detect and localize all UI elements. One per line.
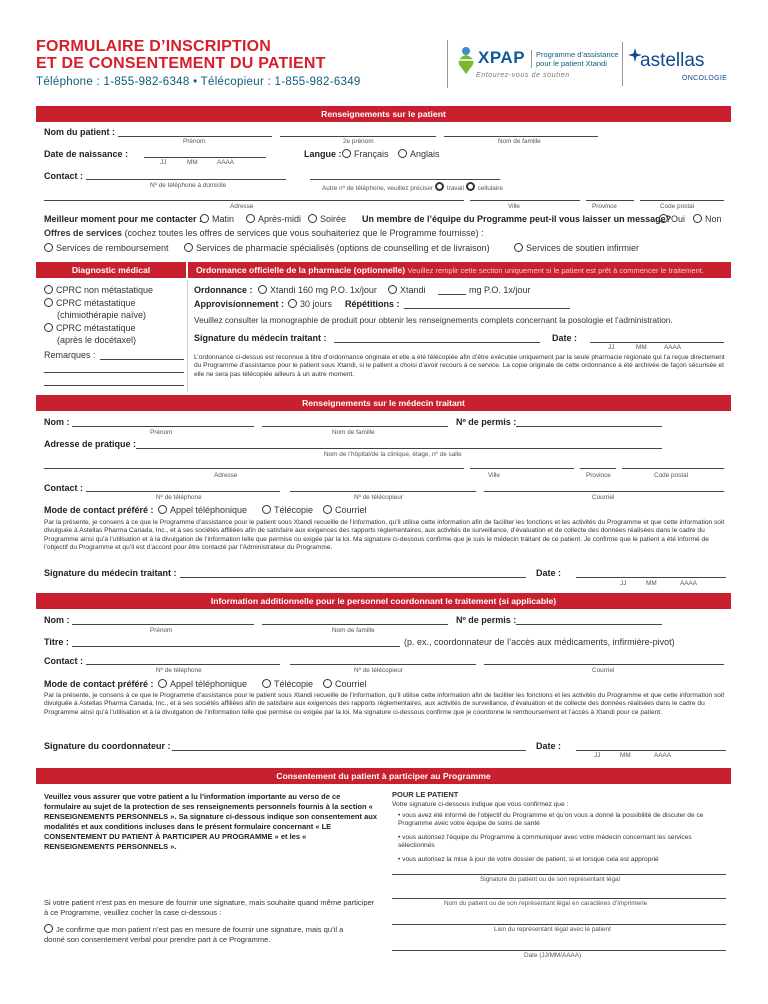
middle-name-caption: 2e prénom: [343, 138, 374, 145]
coordinator-mode-email-radio[interactable]: Courriel: [323, 679, 367, 689]
diagnostic-divider: [187, 280, 188, 392]
logo-divider: [447, 40, 448, 88]
patient-printed-name-field[interactable]: [392, 898, 726, 899]
coordinator-first-name-field[interactable]: [72, 624, 254, 625]
xpap-subtitle: [531, 50, 619, 68]
radio-icon: [398, 149, 407, 158]
diag-opt2-sub: (chimiothérapie naïve): [57, 310, 147, 320]
coordinator-date-label: Date :: [536, 741, 562, 751]
prescriber-signature-field[interactable]: [334, 342, 540, 343]
radio-icon: [262, 679, 271, 688]
consent-date-caption: Date (JJ/MM/AAAA): [524, 952, 582, 959]
fax-caption: Nº de télécopieur: [354, 667, 403, 674]
coordinator-email-field[interactable]: [484, 664, 724, 665]
radio-icon: [44, 285, 53, 294]
cellulaire-radio-icon[interactable]: [466, 182, 475, 191]
physician-mode-email-radio[interactable]: Courriel: [323, 505, 367, 515]
radio-icon: [200, 214, 209, 223]
home-phone-caption: Nº de téléphone à domicile: [150, 182, 227, 189]
title-line-1: FORMULAIRE D’INSCRIPTION: [36, 38, 272, 55]
physician-first-name-field[interactable]: [72, 426, 254, 427]
patient-signature-caption: Signature du patient ou de son représentant légal: [480, 876, 620, 883]
coordinator-contact-label: Contact :: [44, 656, 83, 666]
address-caption: Adresse: [214, 472, 238, 479]
physician-province-field[interactable]: [580, 468, 616, 469]
service-nursing-checkbox[interactable]: Services de soutien infirmier: [514, 243, 639, 253]
prescription-date-label: Date :: [552, 333, 578, 343]
xtandi-160-radio[interactable]: Xtandi 160 mg P.O. 1x/jour: [258, 285, 377, 295]
coordinator-license-field[interactable]: [516, 624, 662, 625]
city-caption: Ville: [508, 203, 520, 210]
consent-section-bar: Consentement du patient à participer au Programme: [36, 768, 731, 784]
physician-mode-phone-radio[interactable]: Appel téléphonique: [158, 505, 247, 515]
service-pharmacy-checkbox[interactable]: Services de pharmacie spécialisés (options de counselling et de livraison): [184, 243, 490, 253]
message-question: Un membre de l’équipe du Programme peut-il vous laisser un message?: [362, 214, 672, 224]
fr-label: Français: [354, 149, 389, 159]
radio-icon: [323, 505, 332, 514]
radio-icon: [158, 679, 167, 688]
prescription-date-field[interactable]: [590, 342, 724, 343]
services-note: (cochez toutes les offres de services que vous souhaiteriez que le Programme fournisse) :: [124, 228, 484, 238]
mm-caption: MM: [187, 159, 198, 166]
oncologie-label: ONCOLOGIE: [682, 75, 728, 82]
xtandi-custom-radio[interactable]: Xtandi: [388, 285, 426, 295]
coordinator-section-bar: Information additionnelle pour le personnel coordonnant le traitement (si applicable): [36, 593, 731, 609]
aaaa-caption: AAAA: [680, 580, 698, 587]
services-header: [44, 228, 484, 238]
physician-email-field[interactable]: [484, 491, 724, 492]
patient-first-name-field[interactable]: [118, 136, 272, 137]
physician-phone-field[interactable]: [86, 491, 280, 492]
remarks-field-1[interactable]: [100, 359, 184, 360]
relation-caption: Lien du représentant légal avec le patient: [494, 926, 611, 933]
diagnostic-bar: Diagnostic médical: [36, 262, 186, 278]
title-line-2: ET DE CONSENTEMENT DU PATIENT: [36, 55, 326, 72]
radio-icon: [342, 149, 351, 158]
radio-icon: [388, 285, 397, 294]
famille-caption: Nom de famille: [332, 627, 375, 634]
message-no-radio[interactable]: Non: [693, 214, 722, 224]
province-caption: Province: [586, 472, 611, 479]
remarks-field-3[interactable]: [44, 385, 184, 386]
prenom-caption: Prénom: [150, 627, 173, 634]
patient-city-field[interactable]: [470, 200, 580, 201]
logo-divider-2: [622, 42, 623, 86]
physician-signature-label: Signature du médecin traitant :: [44, 568, 177, 578]
province-caption: Province: [592, 203, 617, 210]
remarks-field-2[interactable]: [44, 372, 184, 373]
coordinator-phone-field[interactable]: [86, 664, 280, 665]
service-reimbursement-checkbox[interactable]: Services de remboursement: [44, 243, 169, 253]
radio-icon: [158, 505, 167, 514]
diag-mcrpc-docetaxel-radio[interactable]: CPRC métastatique: [44, 323, 136, 333]
form-title: [36, 38, 326, 72]
radio-icon: [693, 214, 702, 223]
printed-name-caption: Nom du patient ou de son représentant légal en caractères d’imprimerie: [444, 900, 648, 907]
postal-caption: Code postal: [654, 472, 689, 479]
time-evening-radio[interactable]: Soirée: [308, 214, 346, 224]
email-caption: Courriel: [592, 667, 615, 674]
prenom-caption: Prénom: [183, 138, 206, 145]
radio-icon: [659, 214, 668, 223]
radio-icon: [514, 243, 523, 252]
physician-consent-text: Par la présente, je consens à ce que le Programme d’assistance pour le patient sous Xtandi recueille de l’information, qu’il utilise cette information afin de faciliter les fonctions et les activités du Programme et que cette information soit divulguée à Astellas Pharma Canada, Inc., et à ses sociétés affiliées afin de satisfaire aux exigences des rapports réglementaires, aux activités de surveillance, d’évaluation et de collecte des données réalisées dans le cadre du Programme ainsi qu’à l’utilisation et à la divulgation de l’information telle que permise ou exigée par la loi. Ma signature ci-dessous confirme que je suis le médecin traitant de ce patient. Je confirme que le patient a été informé de l’objectif du Programme et qu’il est d’accord pour être contacté par l’Administrateur du Programme.: [44, 519, 725, 552]
patient-province-field[interactable]: [586, 200, 634, 201]
mm-caption: MM: [636, 344, 647, 351]
travail-radio-icon[interactable]: [435, 182, 444, 191]
radio-icon: [323, 679, 332, 688]
physician-mode-fax-radio[interactable]: Télécopie: [262, 505, 313, 515]
patient-section-bar: Renseignements sur le patient: [36, 106, 731, 122]
physician-name-label: Nom :: [44, 417, 70, 427]
patient-name-label: Nom du patient :: [44, 127, 115, 137]
coordinator-title-label: Titre :: [44, 637, 69, 647]
physician-section-bar: Renseignements sur le médecin traitant: [36, 395, 731, 411]
time-afternoon-radio[interactable]: Après-midi: [246, 214, 301, 224]
consent-instructions: Veuillez vous assurer que votre patient a lu l’information importante au verso de ce formulaire au sujet de la protection de ses renseignements personnels fournis à la section « RENSEIGNEMENTS PERSONNELS ». Sa signature ci-dessous indique son consentement aux modalités et aux conditions incluses dans le présent formulaire concernant « LE CONSENTEMENT DU PATIENT À PARTICIPER AU PROGRAMME » et les « RENSEIGNEMENTS PERSONNELS ».: [44, 792, 377, 851]
jj-caption: JJ: [620, 580, 627, 587]
jj-caption: JJ: [608, 344, 615, 351]
supply-30-radio[interactable]: 30 jours: [288, 299, 332, 309]
bullet-2: • vous autorisez l’équipe du Programme à communiquer avec votre médecin concernant les services sélectionnés: [398, 834, 692, 850]
repeats-field[interactable]: [404, 308, 570, 309]
dose-unit: mg P.O. 1x/jour: [469, 285, 531, 295]
en-label: Anglais: [410, 149, 440, 159]
fax-caption: Nº de télécopieur: [354, 494, 403, 501]
mm-caption: MM: [620, 752, 631, 759]
radio-icon: [44, 243, 53, 252]
prenom-caption: Prénom: [150, 429, 173, 436]
birthdate-field[interactable]: [144, 157, 266, 158]
for-patient-title: POUR LE PATIENT: [392, 790, 459, 799]
monograph-note: Veuillez consulter la monographie de produit pour obtenir les renseignements complets concernant la posologie et l’administration.: [194, 315, 673, 325]
hospital-caption: Nom de l’hôpital/de la clinique, étage, nº de salle: [324, 451, 462, 458]
astellas-wordmark: astellas: [640, 50, 705, 71]
physician-fax-field[interactable]: [290, 491, 476, 492]
xpap-tagline: Entourez-vous de soutien: [476, 72, 570, 79]
home-phone-field[interactable]: [86, 179, 286, 180]
prescription-label: Ordonnance :: [194, 285, 253, 295]
jj-caption: JJ: [160, 159, 167, 166]
famille-caption: Nom de famille: [332, 429, 375, 436]
prescription-legal-note: L’ordonnance ci-dessus est reconnue à titre d’ordonnance originale et elle a été télécopiée afin d’être exécutée uniquement par la seule pharmacie régionale qui l’a reçue directement du Programme d’assistance pour le patient sous Xtandi, si le patient a choisi d’avoir recours à ce service. La copie originale de cette ordonnance a été archivée de façon sécurisée et elle ne sera pas télécopiée ailleurs à un autre moment.: [194, 354, 725, 378]
xpap-sub-line-2: pour le patient Xtandi: [536, 59, 607, 68]
phone-caption: Nº de téléphone: [156, 667, 202, 674]
aaaa-caption: AAAA: [654, 752, 672, 759]
xpap-sub-line-1: Programme d’assistance: [536, 50, 619, 59]
language-label: Langue :: [304, 149, 342, 159]
physician-signature-field[interactable]: [180, 577, 526, 578]
other-phone-field[interactable]: [310, 179, 500, 180]
message-yes-radio[interactable]: Oui: [659, 214, 685, 224]
physician-contact-label: Contact :: [44, 483, 83, 493]
coordinator-date-field[interactable]: [576, 750, 726, 751]
for-patient-intro: Votre signature ci-dessous indique que vous confirmez que :: [392, 801, 569, 808]
patient-last-name-field[interactable]: [444, 136, 598, 137]
services-label: Offres de services: [44, 228, 123, 238]
patient-contact-label: Contact :: [44, 171, 83, 181]
radio-icon: [184, 243, 193, 252]
verbal-consent-note: Si votre patient n’est pas en mesure de fournir une signature, mais souhaite quand même participer à ce Programme, veuillez cocher la case ci-dessous :: [44, 898, 375, 917]
physician-contact-mode-label: Mode de contact préféré :: [44, 505, 154, 515]
jj-caption: JJ: [594, 752, 601, 759]
representative-relation-field[interactable]: [392, 924, 726, 925]
prescription-bar: Ordonnance officielle de la pharmacie (optionnelle) Veuillez remplir cette section uniquement si le patient est prêt à commencer le traitement.: [188, 262, 731, 278]
physician-date-field[interactable]: [576, 577, 726, 578]
radio-icon: [262, 505, 271, 514]
physician-postal-field[interactable]: [622, 468, 724, 469]
patient-signature-field[interactable]: [392, 874, 726, 875]
coordinator-mode-fax-radio[interactable]: Télécopie: [262, 679, 313, 689]
diag-nmcrpc-radio[interactable]: CPRC non métastatique: [44, 285, 153, 295]
coordinator-license-label: Nº de permis :: [456, 615, 517, 625]
bullet-3: • vous autorisez la mise à jour de votre dossier de patient, si et lorsque cela est approprié: [398, 856, 659, 863]
coordinator-contact-mode-label: Mode de contact préféré :: [44, 679, 154, 689]
physician-date-label: Date :: [536, 568, 562, 578]
coordinator-signature-label: Signature du coordonnateur :: [44, 741, 171, 751]
patient-middle-name-field[interactable]: [280, 136, 436, 137]
radio-icon: [288, 299, 297, 308]
supply-label: Approvisionnement :: [194, 299, 285, 309]
patient-postal-field[interactable]: [640, 200, 724, 201]
coordinator-mode-phone-radio[interactable]: Appel téléphonique: [158, 679, 247, 689]
xtandi-dose-field[interactable]: [438, 294, 466, 295]
address-caption: Adresse: [230, 203, 254, 210]
coordinator-fax-field[interactable]: [290, 664, 476, 665]
postal-caption: Code postal: [660, 203, 695, 210]
other-phone-caption: Autre nº de téléphone, veuillez préciser travail cellulaire: [322, 182, 503, 192]
language-en-radio[interactable]: [398, 149, 440, 159]
radio-icon: [258, 285, 267, 294]
radio-icon: [44, 298, 53, 307]
phone-fax-line: Téléphone : 1-855-982-6348 • Télécopieur : 1-855-982-6349: [36, 76, 361, 88]
practice-name-field[interactable]: [136, 448, 662, 449]
phone-caption: Nº de téléphone: [156, 494, 202, 501]
verbal-consent-checkbox[interactable]: Je confirme que mon patient n’est pas en mesure de fournir une signature, mais qu’il a donné son consentement verbal pour prendre part à ce Programme.: [44, 925, 344, 944]
aaaa-caption: AAAA: [217, 159, 235, 166]
repeats-label: Répétitions :: [345, 299, 400, 309]
coordinator-name-label: Nom :: [44, 615, 70, 625]
patient-address-field[interactable]: [44, 200, 464, 201]
language-fr-radio[interactable]: [342, 149, 389, 159]
mm-caption: MM: [646, 580, 657, 587]
prescriber-signature-label: Signature du médecin traitant :: [194, 333, 327, 343]
xpap-logo-icon: [455, 46, 477, 81]
radio-icon: [308, 214, 317, 223]
email-caption: Courriel: [592, 494, 615, 501]
bullet-1: • vous avez été informé de l’objectif du Programme et qu’on vous a donné la possibilité de discuter de ce Programme avec votre équipe de soins de santé: [398, 812, 704, 828]
xpap-wordmark: XPAP: [478, 48, 526, 67]
last-name-caption: Nom de famille: [498, 138, 541, 145]
city-caption: Ville: [488, 472, 500, 479]
coordinator-last-name-field[interactable]: [262, 624, 448, 625]
physician-city-field[interactable]: [470, 468, 574, 469]
practice-address-label: Adresse de pratique :: [44, 439, 137, 449]
radio-icon: [246, 214, 255, 223]
consent-date-field[interactable]: [392, 950, 726, 951]
birthdate-label: Date de naissance :: [44, 149, 129, 159]
coordinator-title-field[interactable]: [72, 646, 400, 647]
coordinator-signature-field[interactable]: [172, 750, 526, 751]
physician-last-name-field[interactable]: [262, 426, 448, 427]
title-example: (p. ex., coordonnateur de l’accès aux médicaments, infirmière-pivot): [404, 637, 675, 647]
checkbox-icon: [44, 924, 53, 933]
remarks-label: Remarques :: [44, 350, 96, 360]
diag-mcrpc-naive-radio[interactable]: CPRC métastatique: [44, 298, 136, 308]
best-time-label: Meilleur moment pour me contacter :: [44, 214, 203, 224]
physician-address-field[interactable]: [44, 468, 464, 469]
aaaa-caption: AAAA: [664, 344, 682, 351]
license-label: Nº de permis :: [456, 417, 517, 427]
time-morning-radio[interactable]: Matin: [200, 214, 234, 224]
radio-icon: [44, 323, 53, 332]
diag-opt3-sub: (après le docétaxel): [57, 335, 137, 345]
coordinator-consent-text: Par la présente, je consens à ce que le Programme d’assistance pour le patient sous Xtandi recueille de l’information, qu’il utilise cette information afin de faciliter les fonctions et les activités du Programme et que cette information soit divulguée à Astellas Pharma Canada, Inc., et à ses sociétés affiliées afin de satisfaire aux exigences des rapports réglementaires, aux activités de surveillance, d’évaluation et de collecte des données réalisées dans le cadre du Programme ainsi qu’à l’utilisation et à la divulgation de l’information telle que permise ou exigée par la loi. Ma signature ci-dessous confirme que je coordonne le remboursement et l’accès à Xtandi pour ce patient.: [44, 692, 725, 716]
physician-license-field[interactable]: [516, 426, 662, 427]
